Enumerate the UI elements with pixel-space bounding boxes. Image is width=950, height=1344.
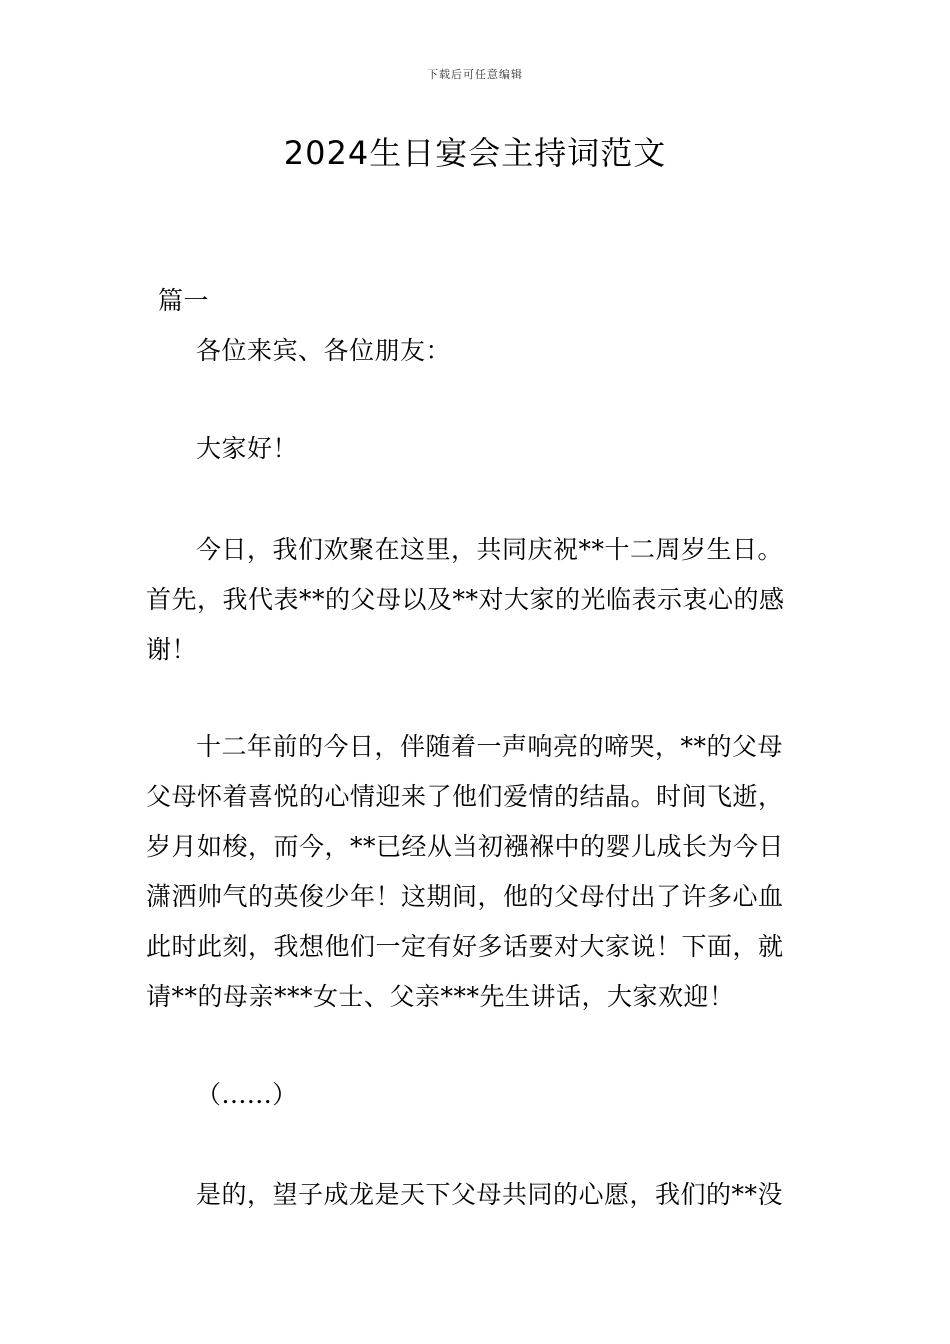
ellipsis-paragraph: （......） — [196, 1080, 298, 1109]
paragraph-line: 岁月如梭，而今，**已经从当初襁褓中的婴儿成长为今日 — [146, 832, 785, 861]
closing-paragraph: 是的，望子成龙是天下父母共同的心愿，我们的**没 — [196, 1180, 784, 1209]
document-title: 2024生日宴会主持词范文 — [283, 134, 667, 172]
opening-paragraph — [146, 525, 785, 675]
paragraph-line: 十二年前的今日，伴随着一声响亮的啼哭，**的父母 — [196, 732, 784, 761]
paragraph-line: 父母怀着喜悦的心情迎来了他们爱情的结晶。时间飞逝， — [146, 782, 784, 811]
paragraph-line: 谢！ — [146, 635, 198, 664]
greeting-paragraph: 各位来宾、各位朋友： — [196, 336, 452, 365]
paragraph-line: 此时此刻，我想他们一定有好多话要对大家说！下面，就 — [146, 932, 784, 961]
header-note: 下载后可任意编辑 — [427, 68, 523, 81]
paragraph-line: 首先，我代表**的父母以及**对大家的光临表示衷心的感 — [146, 585, 785, 614]
paragraph-line: 潇洒帅气的英俊少年！这期间，他的父母付出了许多心血 — [146, 882, 784, 911]
paragraph-line: 今日，我们欢聚在这里，共同庆祝**十二周岁生日。 — [196, 535, 784, 564]
paragraph-line: 请**的母亲***女士、父亲***先生讲话，大家欢迎！ — [146, 982, 735, 1011]
story-paragraph — [146, 722, 784, 1022]
section-label: 篇一 — [158, 286, 210, 315]
hello-paragraph: 大家好！ — [196, 434, 299, 463]
